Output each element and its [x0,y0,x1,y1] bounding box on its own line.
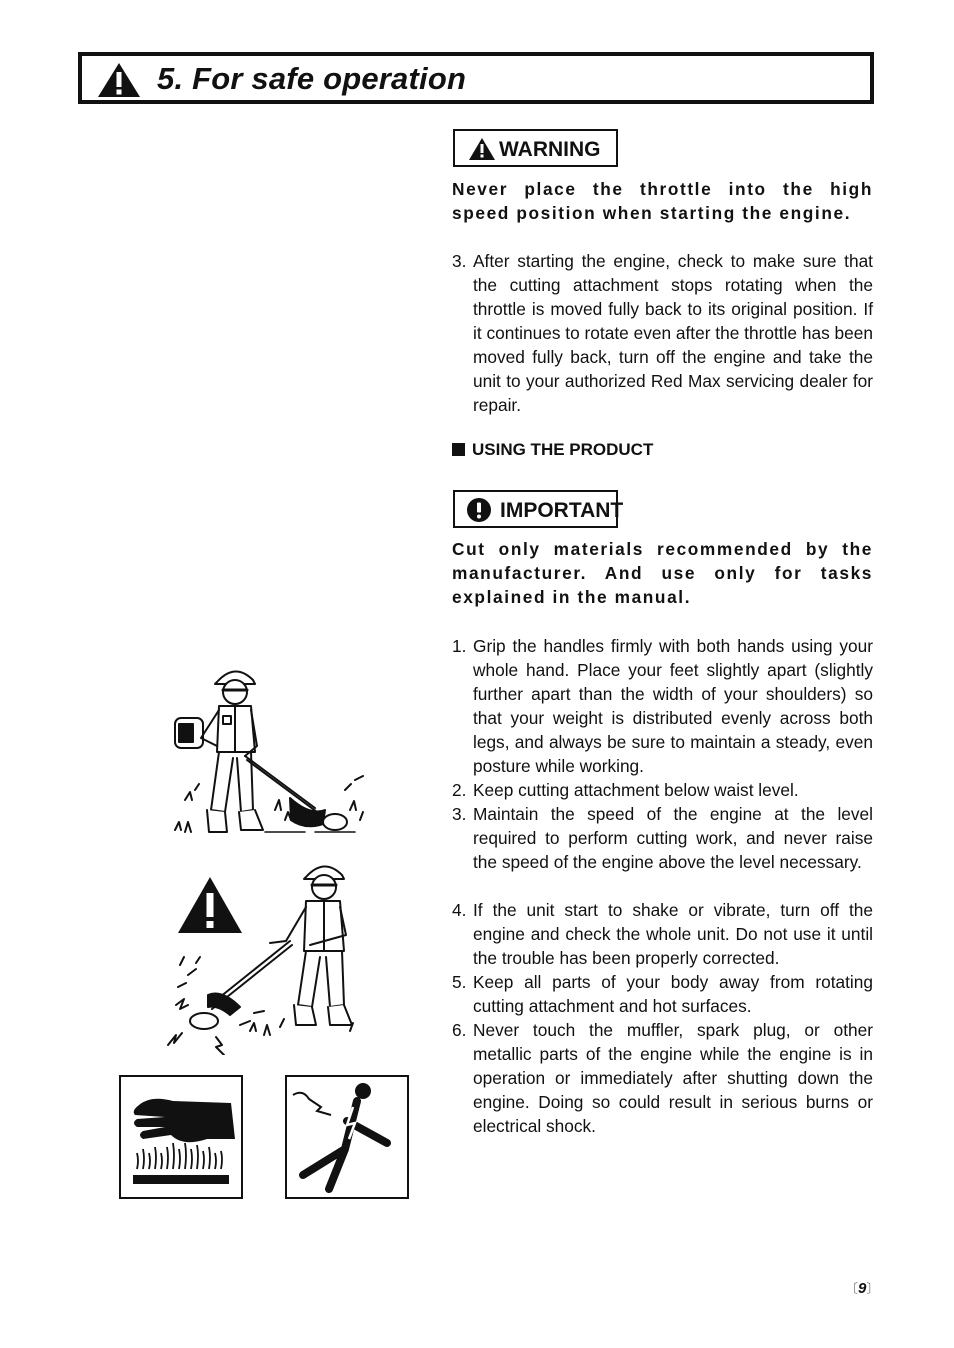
list-item-text: Keep cutting attachment below waist level. [473,780,799,800]
list-item-number: 3. [452,251,467,271]
list-item [452,249,873,417]
section-title-banner [78,52,874,104]
important-text: Cut only materials recommended by the manufacturer. And use only for tasks explained in the manual. [452,539,873,607]
list-item-number: 4. [452,900,467,920]
list-item [452,634,873,778]
list-item [452,778,873,802]
hot-hand-icon [121,1077,241,1197]
important-label: IMPORTANT [500,499,624,522]
square-bullet-icon [452,443,465,456]
list-item-number: 2. [452,780,467,800]
warning-text: Never place the throttle into the high speed position when starting the engine. [452,179,873,223]
list-item-number: 6. [452,1020,467,1040]
list-item-number: 5. [452,972,467,992]
list-item [452,802,873,874]
list-item-text: Keep all parts of your body away from rotating cutting attachment and hot surfaces. [473,972,873,1016]
hot-surface-symbol [119,1075,243,1199]
list-item-text: After starting the engine, check to make sure that the cutting attachment stops rotating when the throttle is moved fully back to its original position. If it continues to rotate even after the throttle has been moved fully back, turn off the engine and take the unit to your authorized Red Max servicing dealer for repair. [473,251,873,415]
section-heading-text: USING THE PRODUCT [472,440,654,459]
warning-triangle-icon [469,138,495,160]
list-item-text: If the unit start to shake or vibrate, turn off the engine and check the whole unit. Do not use it until the trouble has been properly corrected. [473,900,873,968]
operator-correct-posture-illustration [165,660,370,842]
list-item-text: Never touch the muffler, spark plug, or other metallic parts of the engine while the engine is in operation or immediately after shutting down the engine. Doing so could result in serious burns or electrical shock. [473,1020,873,1136]
list-item [452,898,873,970]
page-number: 〔9〕 [845,1280,880,1297]
list-item [452,1018,873,1138]
exclamation-circle-icon [467,498,491,522]
list-item-number: 3. [452,804,467,824]
important-label-box [453,490,624,528]
warning-label: WARNING [499,138,601,161]
list-item-text: Grip the handles firmly with both hands using your whole hand. Place your feet slightly apart (slightly further apart than the width of your shoulders) so that your weight is distributed evenly across both legs, and always be sure to maintain a steady, even posture while working. [473,636,873,776]
operator-cutting-hazard-illustration [160,855,360,1055]
electric-shock-symbol [285,1075,409,1199]
electric-shock-icon [287,1077,407,1197]
warning-triangle-icon [97,62,141,98]
page-number-value: 9 [858,1280,867,1297]
list-item-number: 1. [452,636,467,656]
page-title: 5. For safe operation [157,61,467,96]
section-heading [452,440,653,460]
warning-label-box [453,129,618,167]
list-item [452,970,873,1018]
list-item-text: Maintain the speed of the engine at the level required to perform cutting work, and never raise the speed of the engine above the level necessary. [473,804,873,872]
